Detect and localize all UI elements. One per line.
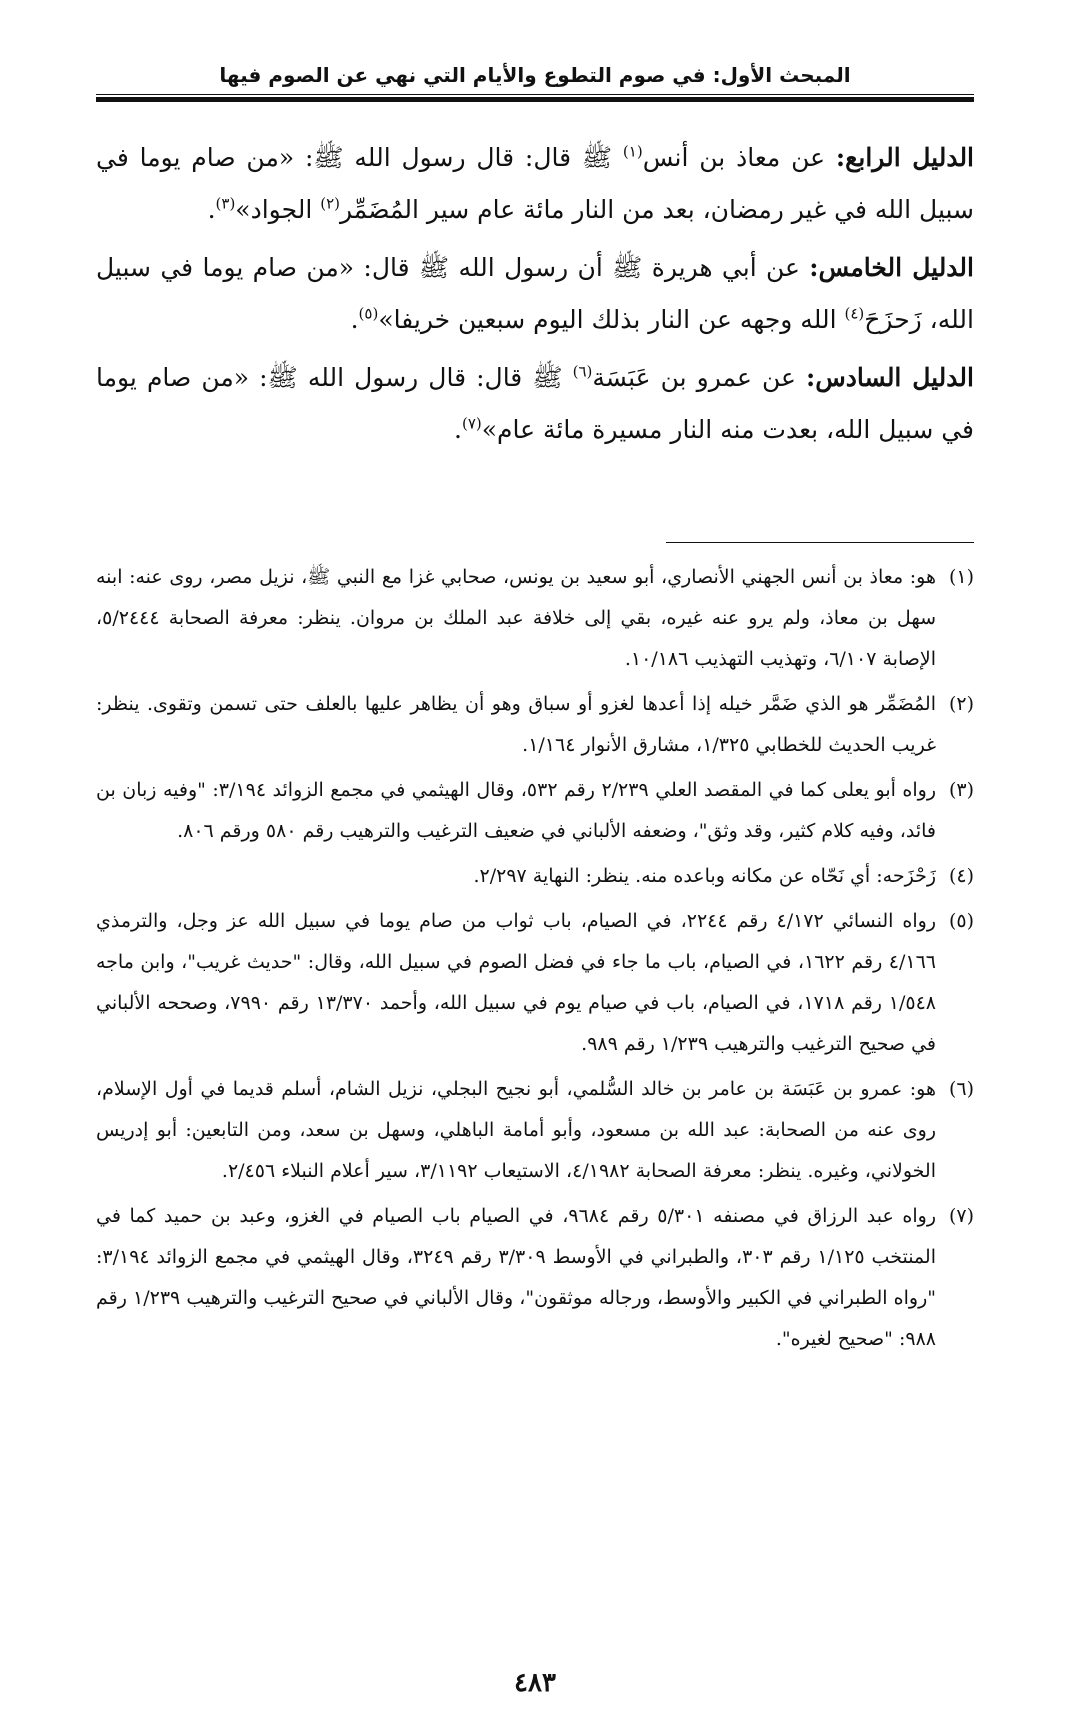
paragraph-text: الجواد» (235, 195, 321, 224)
paragraph-text: . (350, 305, 359, 334)
footnote-ref: (٤) (844, 304, 865, 323)
footnote-ref: (٦) (572, 362, 593, 381)
footnote-text: زَحْزَحه: أي نَحّاه عن مكانه وباعده منه. ينظر: النهاية ٢/٢٩٧. (473, 865, 936, 887)
footnote-item (96, 1196, 974, 1360)
footnote-ref: (٣) (215, 194, 236, 213)
evidence-heading: الدليل الرابع: (835, 143, 975, 172)
paragraph-text: ﷺ قال: قال رسول الله ﷺ: «من صام يوما في سبيل الله في غير رمضان، بعد من النار مائة عام سير المُضَمِّر (96, 143, 974, 224)
footnote-number: (٥) (948, 910, 974, 932)
footnote-item (96, 684, 974, 766)
book-page (96, 60, 974, 1700)
footnote-item (96, 856, 974, 897)
footnote-ref: (٧) (461, 414, 482, 433)
footnote-item (96, 901, 974, 1065)
footnote-number: (٤) (948, 865, 974, 887)
paragraph-text: عن أبي هريرة ﷺ أن رسول الله ﷺ قال: «من صام يوما في سبيل الله، زَحزَحَ (96, 253, 974, 334)
footnote-text: هو: معاذ بن أنس الجهني الأنصاري، أبو سعيد بن يونس، صحابي غزا مع النبي ﷺ، نزيل مصر، روى عنه: ابنه سهل بن معاذ، ولم يرو عنه غيره، بقي إلى خلافة عبد الملك بن مروان. ينظر: معرفة الصحابة ٥/٢٤٤٤، الإصابة ٦/١٠٧، وتهذيب التهذيب ١٠/١٨٦. (96, 566, 936, 670)
paragraph-text: عن عمرو بن عَبَسَة (592, 363, 807, 392)
paragraph-text: عن معاذ بن أنس (642, 143, 836, 172)
paragraph-text: . (207, 195, 216, 224)
paragraph-text: . (454, 415, 462, 444)
evidence-heading: الدليل الخامس: (809, 253, 974, 282)
footnote-number: (٧) (948, 1205, 974, 1227)
footnote-ref: (٢) (320, 194, 341, 213)
footnote-item (96, 557, 974, 680)
footnote-text: رواه النسائي ٤/١٧٢ رقم ٢٢٤٤، في الصيام، باب ثواب من صام يوما في سبيل الله عز وجل، والترمذي ٤/١٦٦ رقم ١٦٢٢، في الصيام، باب ما جاء في فضل الصوم في سبيل الله، وقال: "حديث غريب"، وابن ماجه ١/٥٤٨ رقم ١٧١٨، في الصيام، باب في صيام يوم في سبيل الله، وأحمد ١٣/٣٧٠ رقم ٧٩٩٠، وصححه الألباني في صحيح الترغيب والترهيب ١/٢٣٩ رقم ٩٨٩. (96, 910, 936, 1055)
paragraph-evidence-5 (96, 242, 974, 346)
footnote-number: (٣) (948, 779, 974, 801)
footnotes-divider (666, 542, 974, 543)
footnote-text: رواه عبد الرزاق في مصنفه ٥/٣٠١ رقم ٩٦٨٤، في الصيام باب الصيام في الغزو، وعبد بن حميد كما في المنتخب ١/١٢٥ رقم ٣٠٣، والطبراني في الأوسط ٣/٣٠٩ رقم ٣٢٤٩، وقال الهيثمي في مجمع الزوائد ٣/١٩٤: "رواه الطبراني في الكبير والأوسط، ورجاله موثقون"، وقال الألباني في صحيح الترغيب والترهيب ١/٢٣٩ رقم ٩٨٨: "صحيح لغيره". (96, 1205, 937, 1350)
footnote-number: (٦) (948, 1078, 974, 1100)
footnote-item (96, 770, 974, 852)
paragraph-evidence-4 (96, 132, 974, 236)
paragraph-text: ﷺ قال: قال رسول الله ﷺ: «من صام يوما في سبيل الله، بعدت منه النار مسيرة مائة عام» (96, 363, 974, 444)
footnote-ref: (١) (622, 142, 643, 161)
footnote-number: (١) (948, 566, 974, 588)
running-header: المبحث الأول: في صوم التطوع والأيام التي نهي عن الصوم فيها (219, 63, 851, 87)
footnote-text: هو: عمرو بن عَبَسَة بن عامر بن خالد السُّلمي، أبو نجيح البجلي، نزيل الشام، أسلم قديما في أول الإسلام، روى عنه من الصحابة: عبد الله بن مسعود، وأبو أمامة الباهلي، وسهل بن سعد، ومن التابعين: أبو إدريس الخولاني، وغيره. ينظر: معرفة الصحابة ٤/١٩٨٢، الاستيعاب ٣/١١٩٢، سير أعلام النبلاء ٢/٤٥٦. (96, 1078, 936, 1182)
footnote-item (96, 1069, 974, 1192)
footnote-ref: (٥) (358, 304, 379, 323)
footnote-number: (٢) (948, 693, 974, 715)
evidence-heading: الدليل السادس: (806, 363, 974, 392)
header-divider-thin (96, 94, 974, 95)
header-divider-thick (96, 97, 974, 102)
page-number: ٤٨٣ (514, 1668, 556, 1698)
paragraph-evidence-6 (96, 352, 974, 456)
paragraph-text: الله وجهه عن النار بذلك اليوم سبعين خريفا» (378, 305, 845, 334)
main-text (96, 132, 974, 456)
footnote-text: المُضَمِّر هو الذي ضَمَّر خيله إذا أعدها لغزو أو سباق وهو أن يظاهر عليها بالعلف حتى تسمن وتقوى. ينظر: غريب الحديث للخطابي ١/٣٢٥، مشارق الأنوار ١/١٦٤. (96, 693, 936, 756)
footnotes (96, 557, 974, 1360)
footnote-text: رواه أبو يعلى كما في المقصد العلي ٢/٢٣٩ رقم ٥٣٢، وقال الهيثمي في مجمع الزوائد ٣/١٩٤: "وفيه زبان بن فائد، وفيه كلام كثير، وقد وثق"، وضعفه الألباني في ضعيف الترغيب والترهيب رقم ٥٨٠ ورقم ٨٠٦. (96, 779, 936, 842)
